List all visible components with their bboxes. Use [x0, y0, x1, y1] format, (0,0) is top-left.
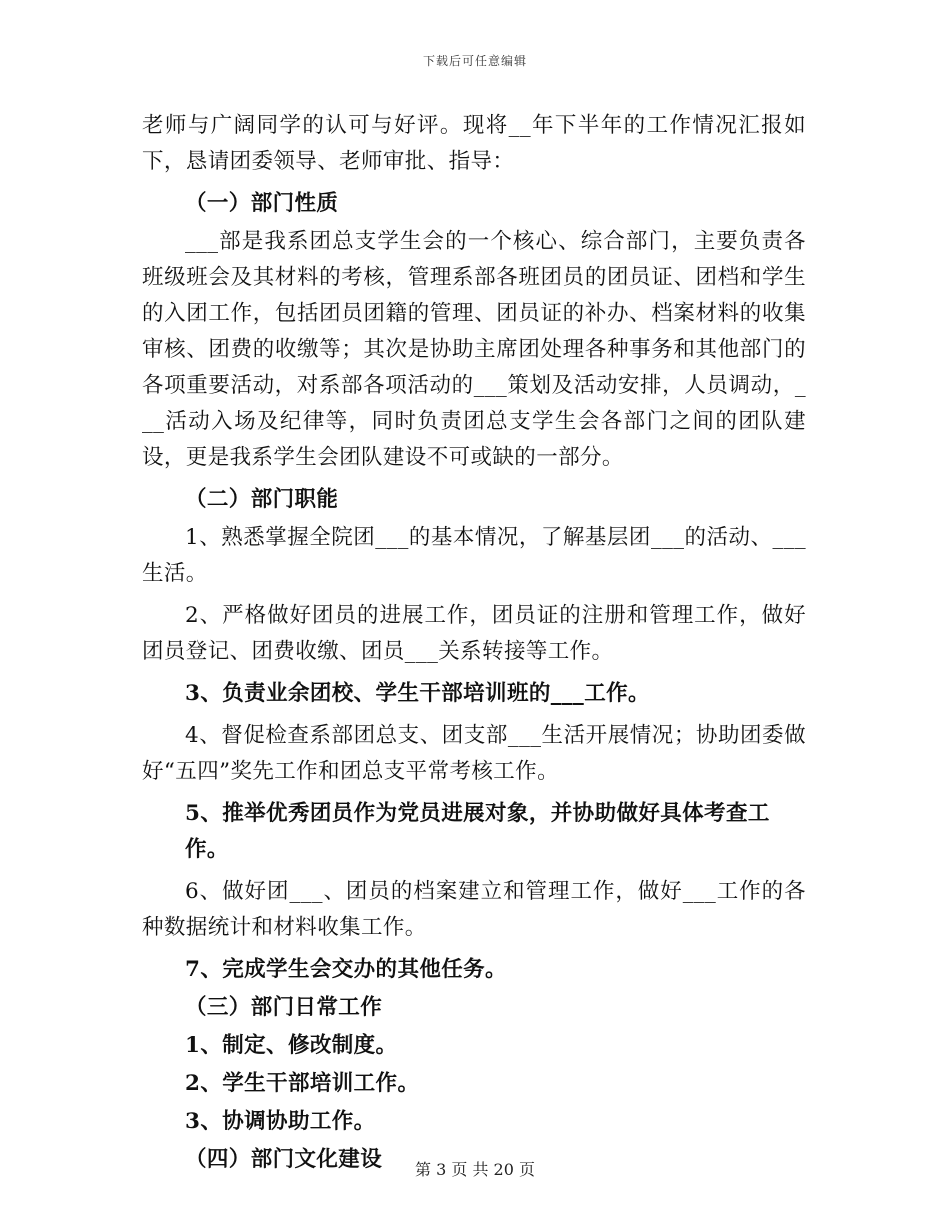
- daily-work-item-2: 2、学生干部培训工作。: [185, 1071, 420, 1096]
- daily-work-item-1: 1、制定、修改制度。: [185, 1033, 398, 1058]
- function-item-5: 5、推举优秀团员作为党员进展对象，并协助做好具体考查工作。: [185, 801, 770, 862]
- function-item-7: 7、完成学生会交办的其他任务。: [185, 957, 507, 982]
- page-number: 第 3 页 共 20 页: [415, 1160, 535, 1179]
- section-heading-daily-work: （三）部门日常工作: [185, 995, 383, 1020]
- function-item-1: 1、熟悉掌握全院团___的基本情况，了解基层团___的活动、___生活。: [142, 525, 806, 586]
- nature-paragraph: ___部是我系团总支学生会的一个核心、综合部门，主要负责各班级班会及其材料的考核，管理系部各班团员的团员证、团档和学生的入团工作，包括团员团籍的管理、团员证的补办、档案材料的收集审核、团费的收缴等；其次是协助主席团处理各种事务和其他部门的各项重要活动，对系部各项活动的___策划及活动安排，人员调动，___活动入场及纪律等，同时负责团总支学生会各部门之间的团队建设，更是我系学生会团队建设不可或缺的一部分。: [142, 229, 806, 470]
- document-body: [142, 108, 806, 1178]
- section-heading-functions: （二）部门职能: [185, 487, 339, 512]
- section-heading-nature: （一）部门性质: [185, 191, 339, 216]
- intro-paragraph: 老师与广阔同学的认可与好评。现将__年下半年的工作情况汇报如下，恳请团委领导、老师审批、指导：: [142, 113, 806, 174]
- function-item-6: 6、做好团___、团员的档案建立和管理工作，做好___工作的各种数据统计和材料收集工作。: [142, 879, 806, 940]
- function-item-4: 4、督促检查系部团总支、团支部___生活开展情况；协助团委做好“五四”奖先工作和团总支平常考核工作。: [142, 723, 806, 784]
- section-heading-culture: （四）部门文化建设: [185, 1147, 383, 1172]
- page-header-note: 下载后可任意编辑: [422, 54, 527, 68]
- function-item-2: 2、严格做好团员的进展工作，团员证的注册和管理工作，做好团员登记、团费收缴、团员___关系转接等工作。: [142, 603, 806, 664]
- daily-work-item-3: 3、协调协助工作。: [185, 1109, 376, 1134]
- function-item-3: 3、负责业余团校、学生干部培训班的___工作。: [185, 681, 650, 706]
